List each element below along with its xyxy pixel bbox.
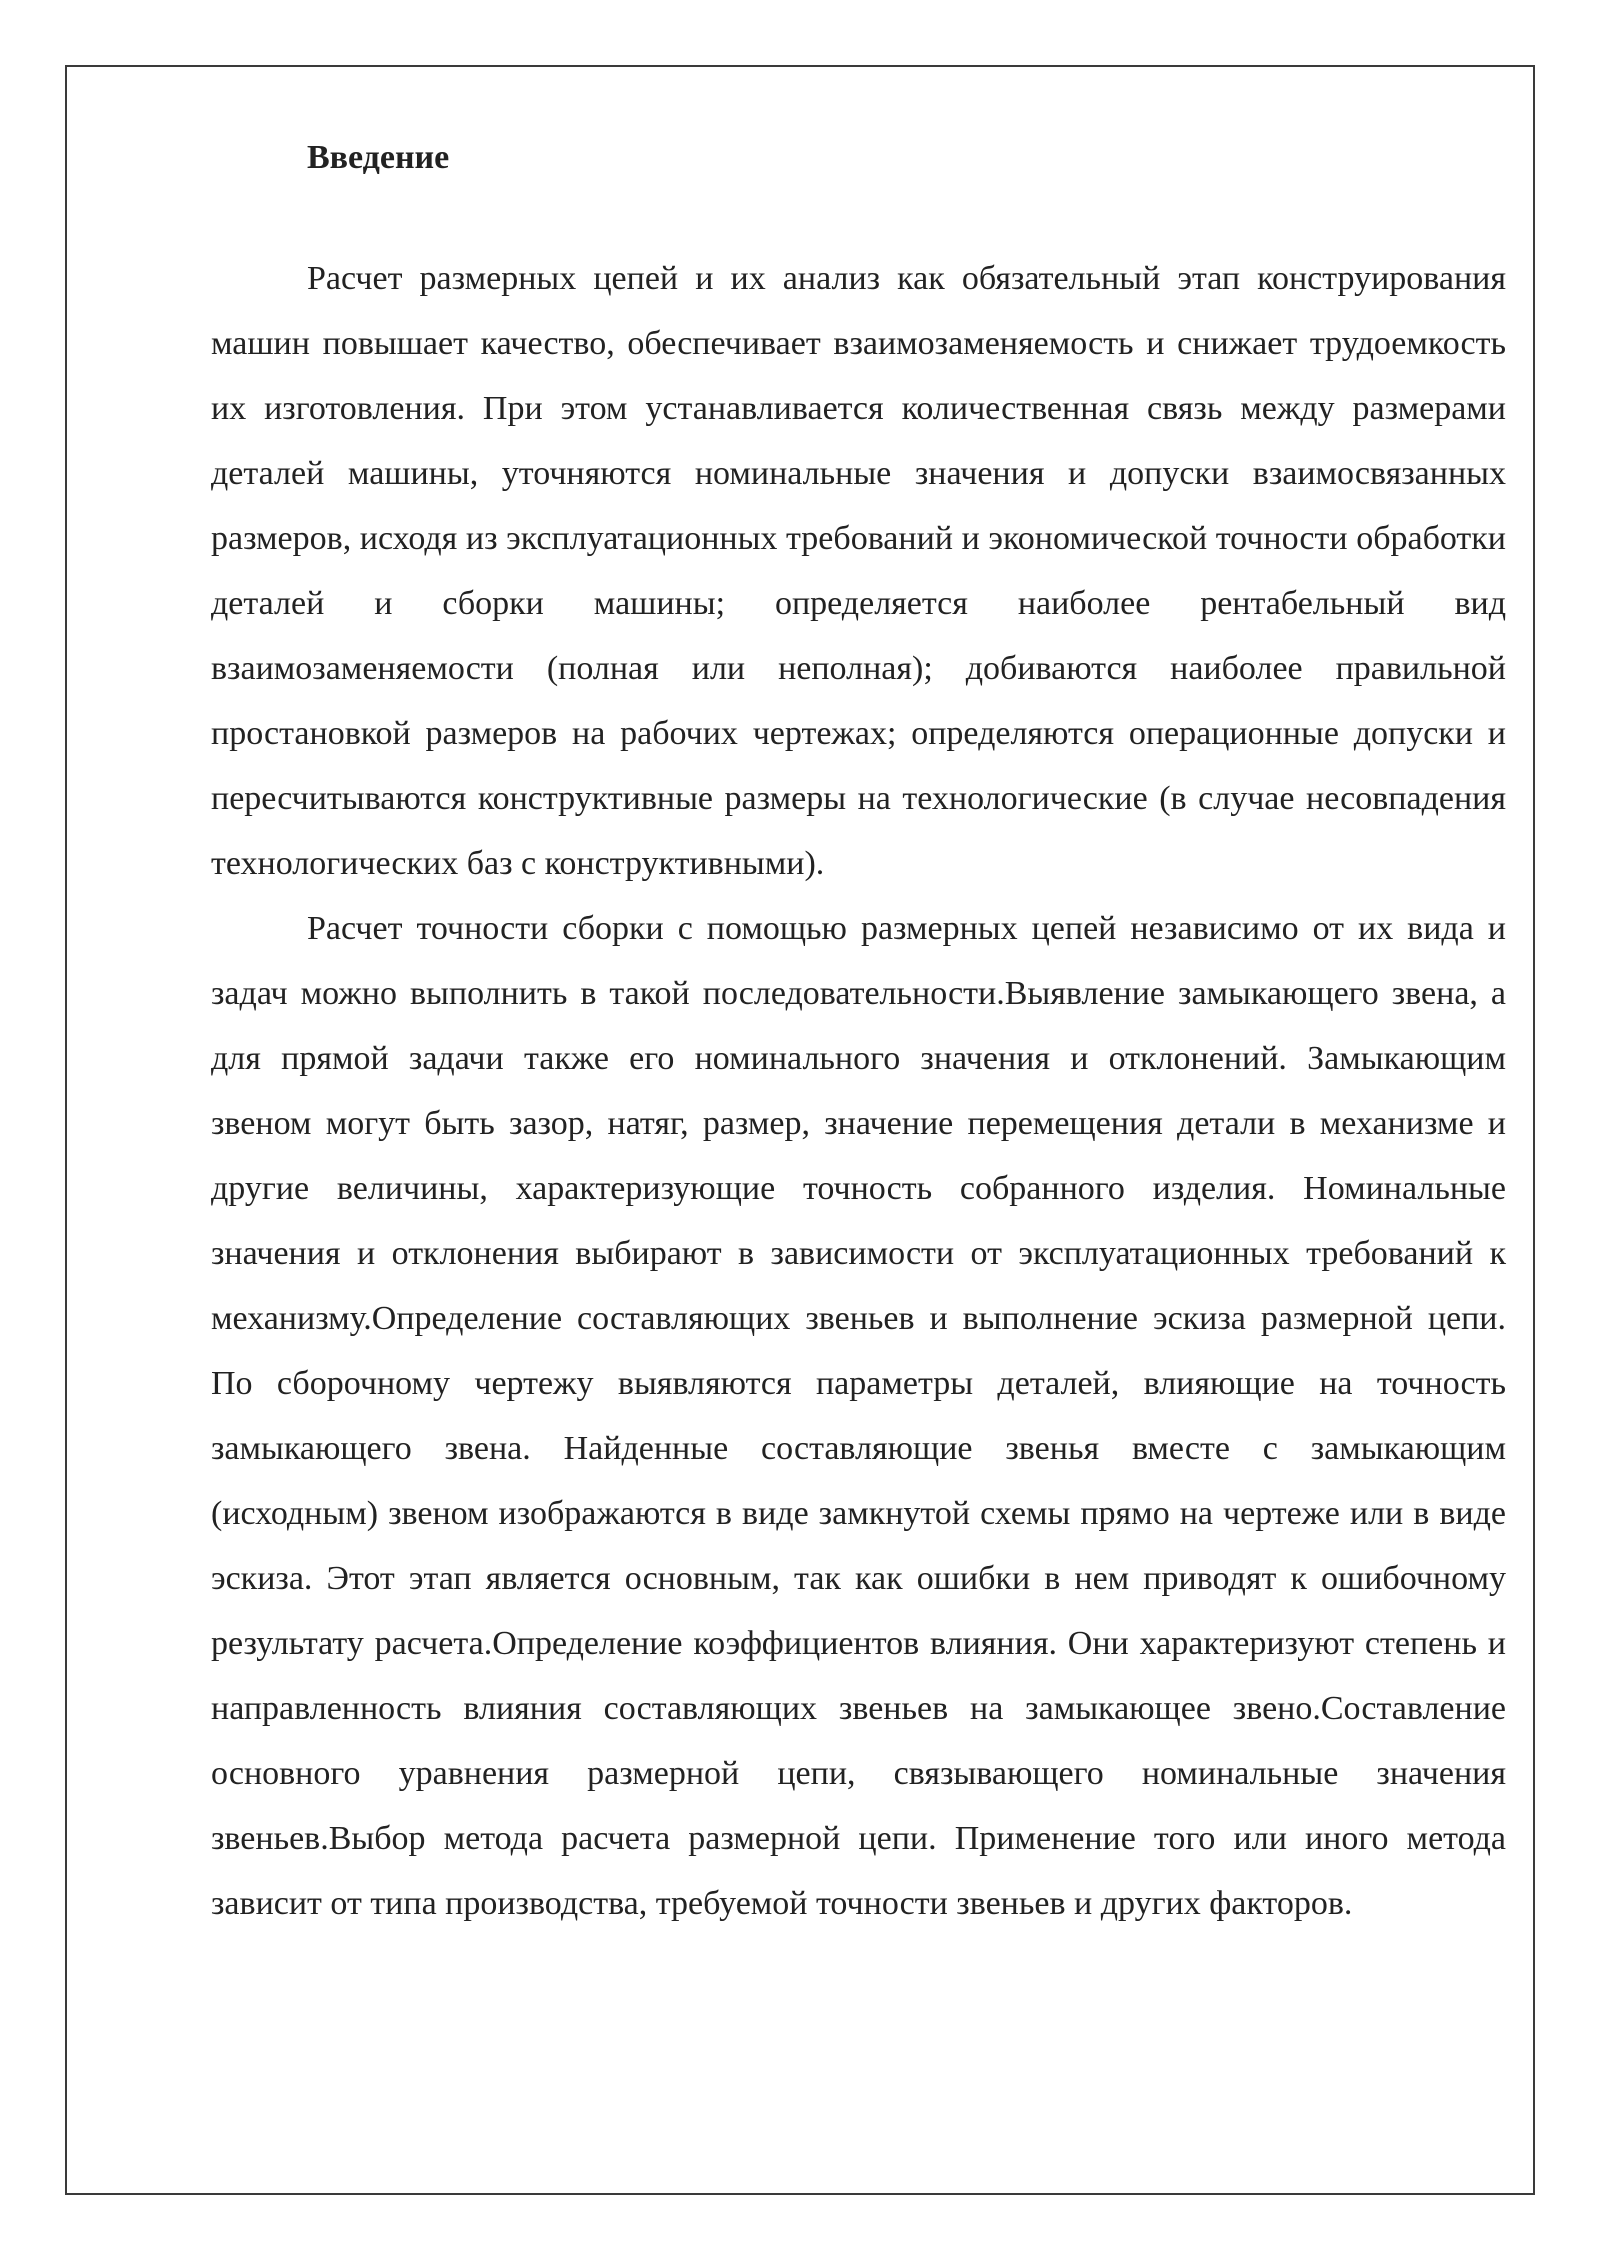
document-body xyxy=(211,128,1506,1936)
page-title: Введение xyxy=(307,139,450,176)
paragraph-assembly-accuracy: Расчет точности сборки с помощью размерных цепей независимо от их вида и задач можно выполнить в такой последовательности.Выявление замыкающего звена, а для прямой задачи также его номинального значения и отклонений. Замыкающим звеном могут быть зазор, натяг, размер, значение перемещения детали в механизме и другие величины, характеризующие точность собранного изделия. Номинальные значения и отклонения выбирают в зависимости от эксплуатационных требований к механизму.Определение составляющих звеньев и выполнение эскиза размерной цепи. По сборочному чертежу выявляются параметры деталей, влияющие на точность замыкающего звена. Найденные составляющие звенья вместе с замыкающим (исходным) звеном изображаются в виде замкнутой схемы прямо на чертеже или в виде эскиза. Этот этап является основным, так как ошибки в нем приводят к ошибочному результату расчета.Определение коэффициентов влияния. Они характеризуют степень и направленность влияния составляющих звеньев на замыкающее звено.Составление основного уравнения размерной цепи, связывающего номинальные значения звеньев.Выбор метода расчета размерной цепи. Применение того или иного метода зависит от типа производства, требуемой точности звеньев и других факторов. xyxy=(211,910,1506,1922)
paragraph-intro: Расчет размерных цепей и их анализ как обязательный этап конструирования машин повышает качество, обеспечивает взаимозаменяемость и снижает трудоемкость их изготовления. При этом устанавливается количественная связь между размерами деталей машины, уточняются номинальные значения и допуски взаимосвязанных размеров, исходя из эксплуатационных требований и экономической точности обработки деталей и сборки машины; определяется наиболее рентабельный вид взаимозаменяемости (полная или неполная); добиваются наиболее правильной простановкой размеров на рабочих чертежах; определяются операционные допуски и пересчитываются конструктивные размеры на технологические (в случае несовпадения технологических баз с конструктивными). xyxy=(211,260,1506,882)
